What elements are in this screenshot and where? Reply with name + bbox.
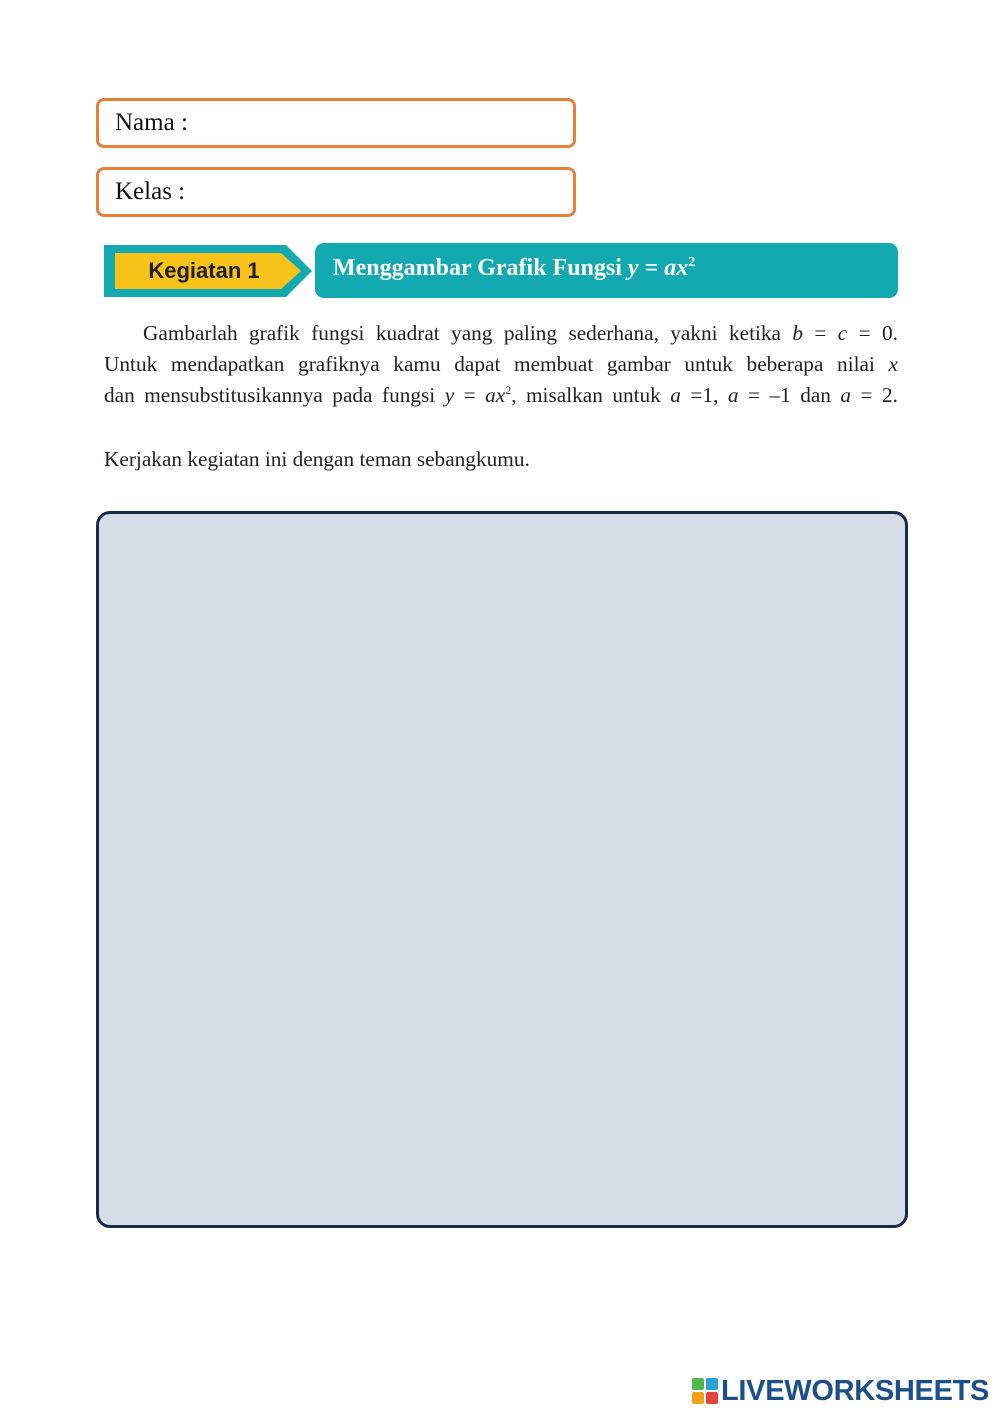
paragraph-line-3: dan mensubstitusikannya pada fungsi $y = ax^2$, misalkan untuk a =1, a = –1 dan a = 2. (104, 383, 898, 407)
liveworksheets-icon (692, 1378, 718, 1404)
kegiatan-title-bar (315, 243, 898, 298)
kelas-input[interactable] (219, 176, 563, 208)
nama-field[interactable] (96, 98, 576, 148)
work-together-note: Kerjakan kegiatan ini dengan teman sebangkumu. (104, 447, 530, 471)
nama-label: Nama : (115, 109, 188, 136)
nama-input[interactable] (219, 107, 563, 139)
kegiatan-title: Menggambar Grafik Fungsi $y = ax^2$ (333, 255, 696, 281)
paragraph-line-1: Gambarlah grafik fungsi kuadrat yang paling sederhana, yakni ketika b = c = 0. (143, 321, 898, 345)
instruction-paragraph (104, 318, 898, 411)
liveworksheets-wordmark: LIVEWORKSHEETS (721, 1374, 990, 1407)
kelas-field[interactable] (96, 167, 576, 217)
kegiatan-banner (104, 243, 898, 299)
kelas-label: Kelas : (115, 178, 186, 205)
answer-area[interactable] (96, 511, 908, 1228)
liveworksheets-logo (692, 1373, 989, 1409)
kegiatan-tag: Kegiatan 1 (148, 258, 260, 283)
paragraph-line-2: Untuk mendapatkan grafiknya kamu dapat membuat gambar untuk beberapa nilai x (104, 352, 898, 376)
